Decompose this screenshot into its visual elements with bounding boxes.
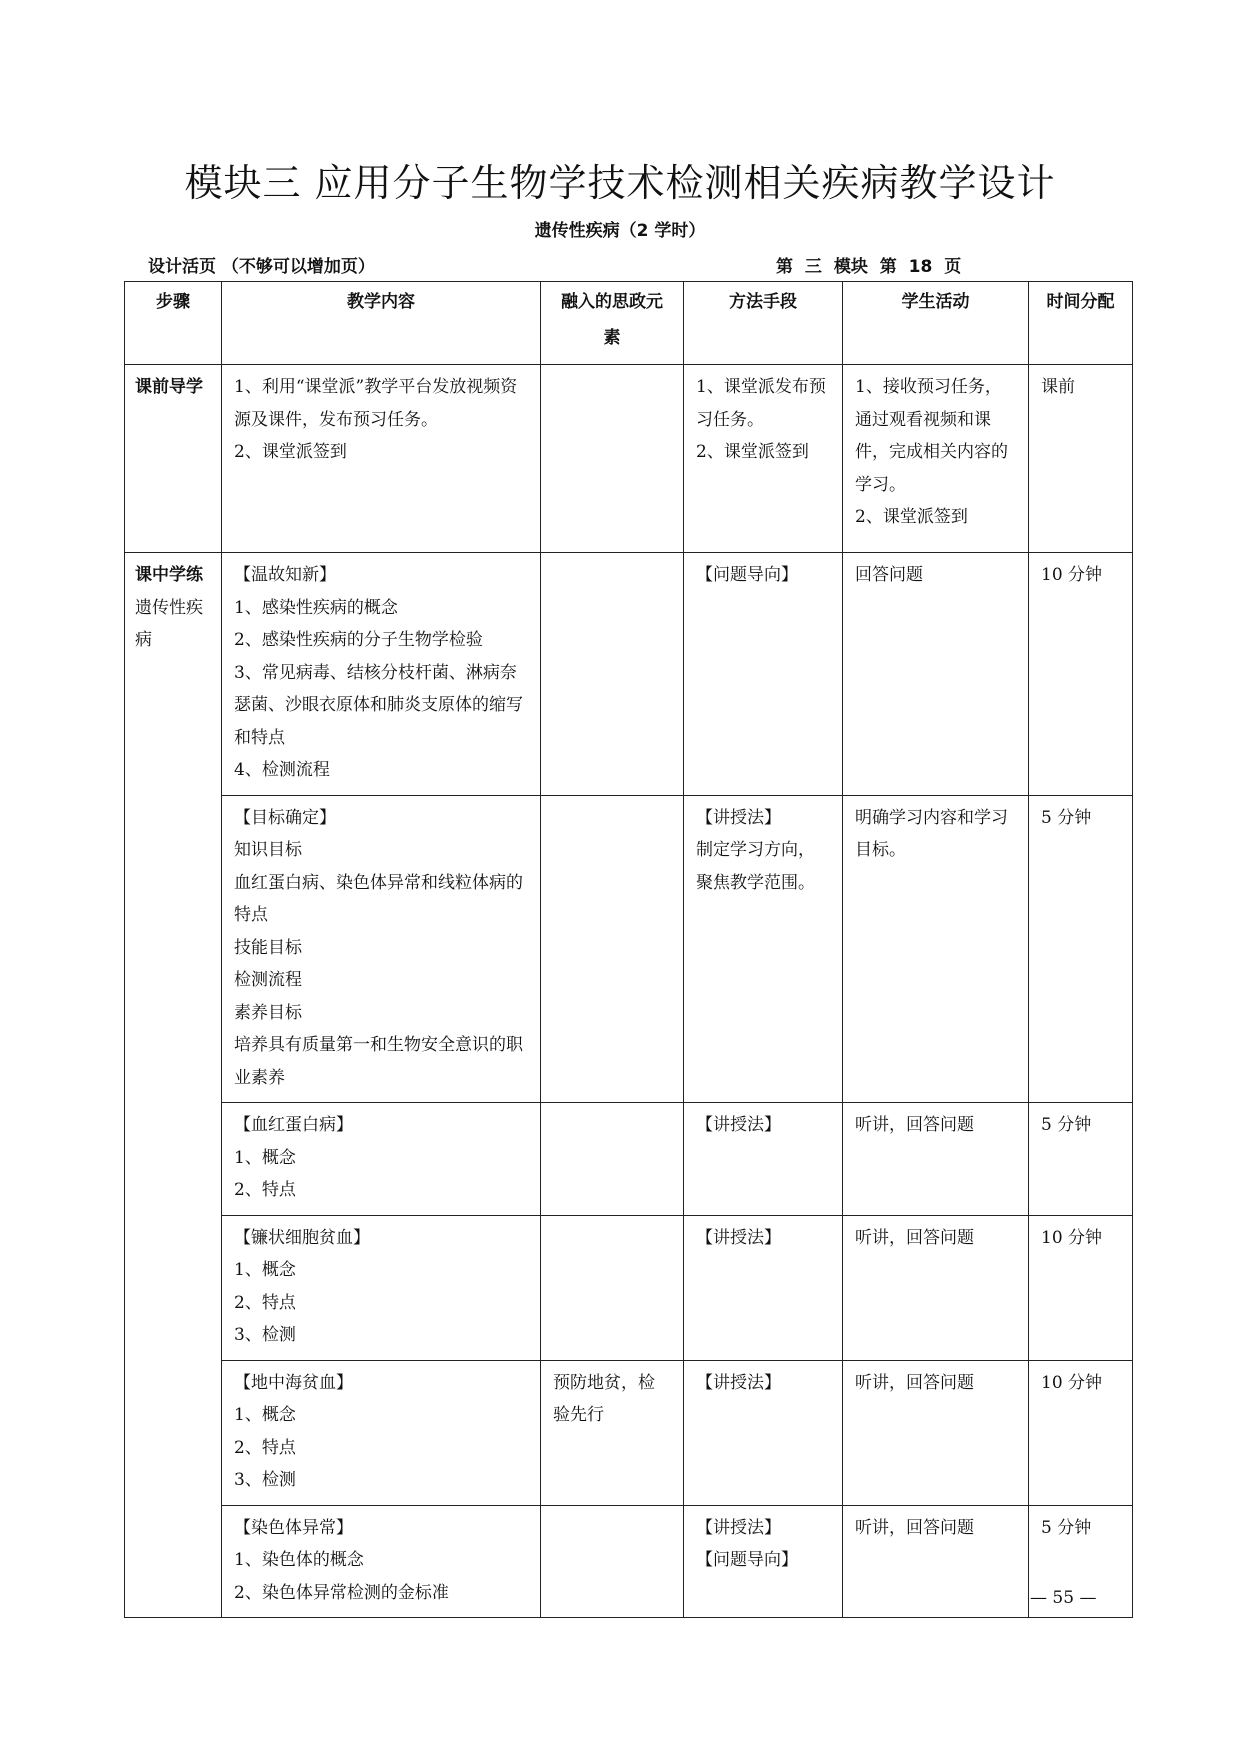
- table-row: [125, 795, 1133, 1103]
- ideology-cell: [541, 1215, 684, 1360]
- activity-line: 听讲，回答问题: [855, 1517, 974, 1538]
- activity-line: 明确学习内容和学习目标。: [855, 807, 1008, 860]
- content-cell: [222, 365, 541, 553]
- content-line: 2、特点: [234, 1437, 296, 1458]
- table-row: [125, 1360, 1133, 1505]
- content-cell: [222, 795, 541, 1103]
- activity-cell: [843, 1215, 1029, 1360]
- content-line: 【地中海贫血】: [234, 1372, 353, 1393]
- time-cell: 5 分钟: [1029, 795, 1133, 1103]
- step-cell: [125, 365, 222, 553]
- content-line: 3、检测: [234, 1470, 296, 1490]
- activity-cell: [843, 1103, 1029, 1216]
- activity-cell: [843, 365, 1029, 553]
- content-line: 检测流程: [234, 970, 302, 990]
- method-line: 制定学习方向，聚焦教学范围。: [696, 840, 815, 893]
- step-label: 课前导学: [135, 377, 203, 397]
- content-line: 1、概念: [234, 1405, 296, 1425]
- ideology-cell: [541, 553, 684, 796]
- ideology-cell: [541, 1103, 684, 1216]
- content-cell: [222, 1360, 541, 1505]
- module-page-label: 第 三 模块 第 18 页: [776, 257, 962, 277]
- content-line: 素养目标: [234, 1002, 302, 1023]
- method-cell: [684, 553, 843, 796]
- content-line: 1、概念: [234, 1147, 296, 1168]
- activity-line: 2、课堂派签到: [855, 507, 968, 527]
- time-cell: 5 分钟: [1029, 1103, 1133, 1216]
- activity-line: 回答问题: [855, 565, 923, 585]
- content-cell: [222, 553, 541, 796]
- page-number: — 55 —: [1030, 1588, 1097, 1608]
- method-line: 【讲授法】: [696, 1517, 781, 1538]
- table-row: [125, 553, 1133, 796]
- content-line: 4、检测流程: [234, 760, 330, 780]
- method-line: 【讲授法】: [696, 807, 781, 828]
- content-line: 2、染色体异常检测的金标准: [234, 1582, 449, 1603]
- content-line: 【温故知新】: [234, 565, 336, 585]
- header-content: 教学内容: [222, 282, 541, 365]
- method-line: 【讲授法】: [696, 1372, 781, 1393]
- content-line: 1、概念: [234, 1260, 296, 1280]
- step-label: 课中学练: [135, 565, 203, 585]
- content-line: 知识目标: [234, 840, 302, 860]
- time-cell: 5 分钟: [1029, 1505, 1133, 1618]
- ideology-cell: [541, 1360, 684, 1505]
- activity-line: 听讲，回答问题: [855, 1372, 974, 1393]
- activity-cell: [843, 553, 1029, 796]
- method-line: 【问题导向】: [696, 1550, 798, 1570]
- content-line: 培养具有质量第一和生物安全意识的职业素养: [234, 1035, 523, 1088]
- content-line: 1、利用“课堂派”教学平台发放视频资源及课件，发布预习任务。: [234, 377, 518, 430]
- time-cell: 课前: [1029, 365, 1133, 553]
- activity-line: 听讲，回答问题: [855, 1115, 974, 1135]
- table-row: [125, 1103, 1133, 1216]
- method-cell: [684, 1215, 843, 1360]
- header-ideology: 融入的思政元素: [541, 282, 684, 365]
- activity-cell: [843, 1505, 1029, 1618]
- method-cell: [684, 1103, 843, 1216]
- content-line: 1、染色体的概念: [234, 1550, 364, 1570]
- content-line: 2、特点: [234, 1292, 296, 1313]
- time-cell: 10 分钟: [1029, 1360, 1133, 1505]
- method-cell: [684, 1360, 843, 1505]
- content-cell: [222, 1215, 541, 1360]
- header-step: 步骤: [125, 282, 222, 365]
- ideology-cell: [541, 1505, 684, 1618]
- content-cell: [222, 1103, 541, 1216]
- method-cell: [684, 365, 843, 553]
- table-row-pre-class: [125, 365, 1133, 553]
- activity-line: 听讲，回答问题: [855, 1227, 974, 1248]
- method-line: 1、课堂派发布预习任务。: [696, 377, 826, 430]
- method-line: 【讲授法】: [696, 1115, 781, 1135]
- step-topic: 遗传性疾病: [135, 597, 203, 650]
- header-activity: 学生活动: [843, 282, 1029, 365]
- ideology-text: 预防地贫，检验先行: [553, 1372, 655, 1425]
- content-cell: [222, 1505, 541, 1618]
- ideology-cell: [541, 795, 684, 1103]
- method-line: 2、课堂派签到: [696, 442, 809, 462]
- content-line: 2、课堂派签到: [234, 442, 347, 462]
- lesson-plan-table: [124, 281, 1133, 1618]
- content-line: 技能目标: [234, 937, 302, 958]
- content-line: 【镰状细胞贫血】: [234, 1227, 370, 1248]
- content-line: 【染色体异常】: [234, 1517, 353, 1538]
- activity-line: 1、接收预习任务，通过观看视频和课件，完成相关内容的学习。: [855, 377, 1008, 495]
- activity-cell: [843, 1360, 1029, 1505]
- method-line: 【讲授法】: [696, 1227, 781, 1248]
- method-cell: [684, 1505, 843, 1618]
- content-line: 2、特点: [234, 1180, 296, 1200]
- content-line: 【目标确定】: [234, 807, 336, 828]
- content-line: 【血红蛋白病】: [234, 1115, 353, 1135]
- content-line: 血红蛋白病、染色体异常和线粒体病的特点: [234, 872, 523, 925]
- activity-cell: [843, 795, 1029, 1103]
- content-line: 1、感染性疾病的概念: [234, 597, 398, 618]
- document-title: 模块三 应用分子生物学技术检测相关疾病教学设计: [184, 161, 1056, 205]
- time-cell: 10 分钟: [1029, 553, 1133, 796]
- design-sheet-label: 设计活页 （不够可以增加页）: [148, 257, 375, 277]
- method-line: 【问题导向】: [696, 565, 798, 585]
- step-cell: [125, 553, 222, 1618]
- content-line: 2、感染性疾病的分子生物学检验: [234, 630, 483, 650]
- header-time: 时间分配: [1029, 282, 1133, 365]
- content-line: 3、常见病毒、结核分枝杆菌、淋病奈瑟菌、沙眼衣原体和肺炎支原体的缩写和特点: [234, 662, 523, 748]
- table-header-row: [125, 282, 1133, 365]
- method-cell: [684, 795, 843, 1103]
- table-row: [125, 1215, 1133, 1360]
- header-method: 方法手段: [684, 282, 843, 365]
- time-cell: 10 分钟: [1029, 1215, 1133, 1360]
- document-subtitle: 遗传性疾病（2 学时）: [534, 221, 706, 241]
- ideology-cell: [541, 365, 684, 553]
- table-row: [125, 1505, 1133, 1618]
- content-line: 3、检测: [234, 1325, 296, 1345]
